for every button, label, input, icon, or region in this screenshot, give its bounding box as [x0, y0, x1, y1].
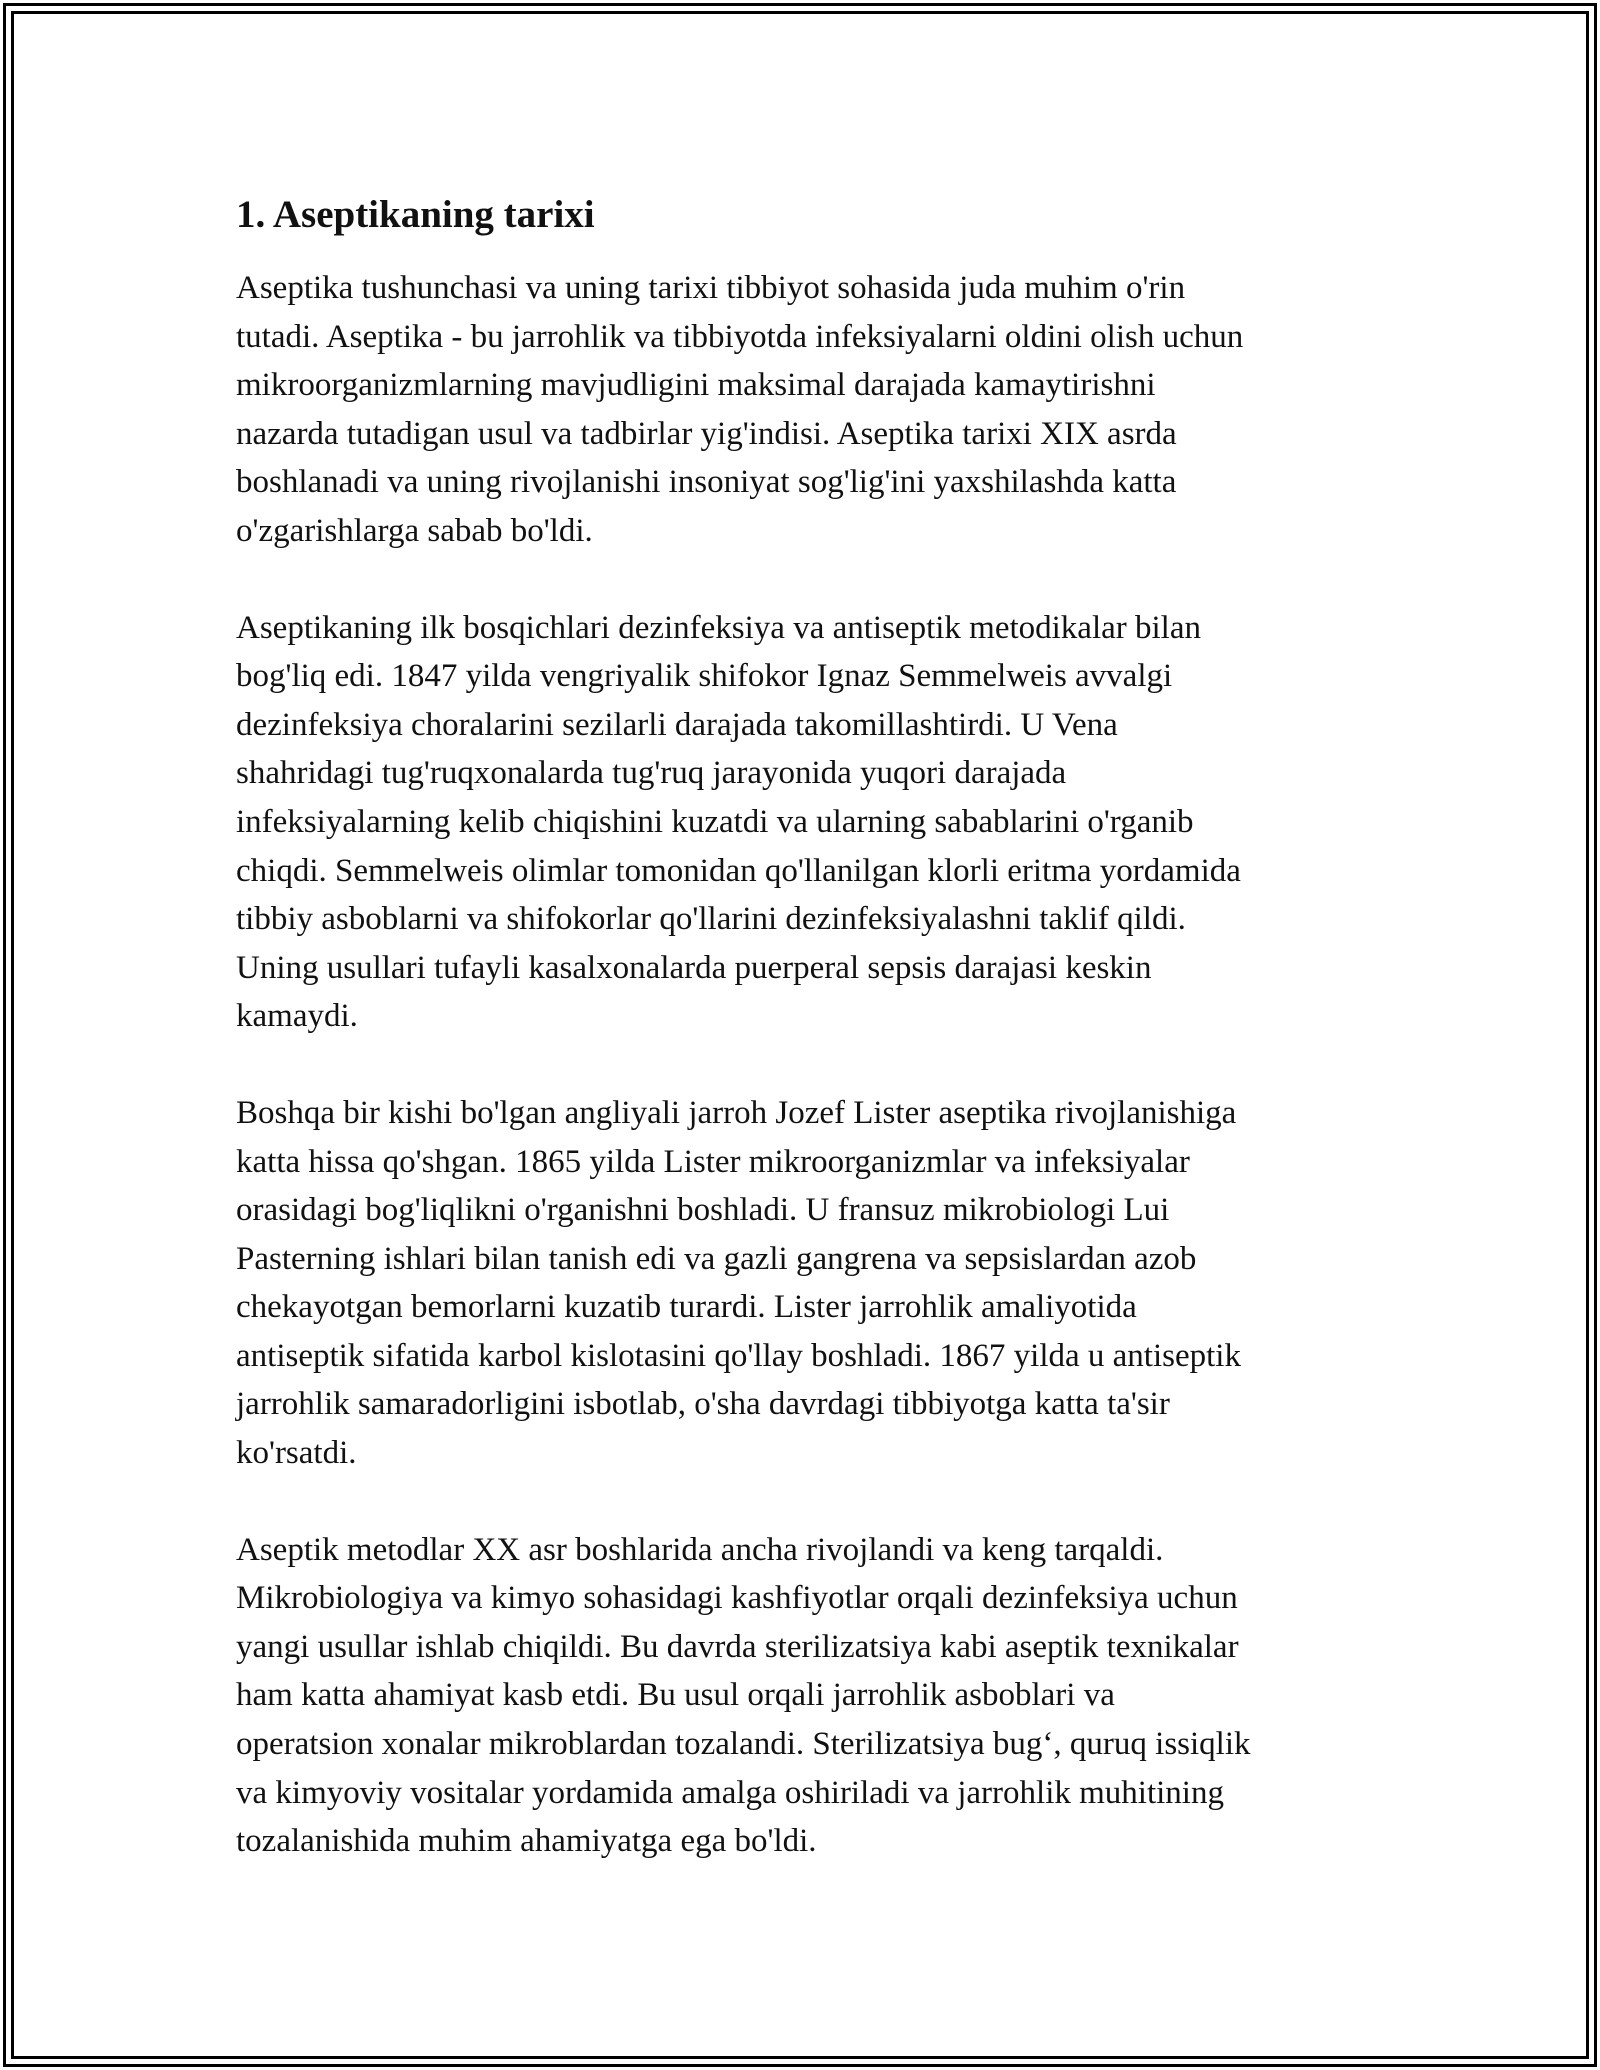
paragraph-1: Aseptika tushunchasi va uning tarixi tibbiyot sohasida juda muhim o'rin tutadi. Aseptika - bu jarrohlik va tibbiyotda infeksiyalarni oldini olish uchun mikroorganizmlarning mavjudligini maksimal darajada kamaytirishni nazarda tutadigan usul va tadbirlar yig'indisi. Aseptika tarixi XIX asrda boshlanadi va uning rivojlanishi insoniyat sog'lig'ini yaxshilashda katta o'zgarishlarga sabab bo'ldi. [236, 270, 1244, 549]
paragraph-3: Boshqa bir kishi bo'lgan angliyali jarroh Jozef Lister aseptika rivojlanishiga katta hissa qo'shgan. 1865 yilda Lister mikroorganizmlar va infeksiyalar orasidagi bog'liqlikni o'rganishni boshladi. U fransuz mikrobiologi Lui Pasterning ishlari bilan tanish edi va gazli gangrena va sepsislardan azob chekayotgan bemorlarni kuzatib turardi. Lister jarrohlik amaliyotida antiseptik sifatida karbol kislotasini qo'llay boshladi. 1867 yilda u antiseptik jarrohlik samaradorligini isbotlab, o'sha davrdagi tibbiyotga katta ta'sir ko'rsatdi. [236, 1094, 1241, 1472]
paragraph-2: Aseptikaning ilk bosqichlari dezinfeksiya va antiseptik metodikalar bilan bog'liq edi. 1847 yilda vengriyalik shifokor Ignaz Semmelweis avvalgi dezinfeksiya choralarini sezilarli darajada takomillashtirdi. U Vena shahridagi tug'ruqxonalarda tug'ruq jarayonida yuqori darajada infeksiyalarning kelib chiqishini kuzatdi va ularning sabablarini o'rganib chiqdi. Semmelweis olimlar tomonidan qo'llanilgan klorli eritma yordamida tibbiy asboblarni va shifokorlar qo'llarini dezinfeksiyalashni taklif qildi. Uning usullari tufayli kasalxonalarda puerperal sepsis darajasi keskin kamaydi. [236, 609, 1241, 1035]
document-body [236, 186, 1366, 1914]
paragraph-4: Aseptik metodlar XX asr boshlarida ancha rivojlandi va keng tarqaldi. Mikrobiologiya va kimyo sohasidagi kashfiyotlar orqali dezinfeksiya uchun yangi usullar ishlab chiqildi. Bu davrda sterilizatsiya kabi aseptik texnikalar ham katta ahamiyat kasb etdi. Bu usul orqali jarrohlik asboblari va operatsion xonalar mikroblardan tozalandi. Sterilizatsiya bug‘, quruq issiqlik va kimyoviy vositalar yordamida amalga oshiriladi va jarrohlik muhitining tozalanishida muhim ahamiyatga ega bo'ldi. [236, 1531, 1251, 1860]
section-heading: 1. Aseptikaning tarixi [236, 193, 595, 236]
